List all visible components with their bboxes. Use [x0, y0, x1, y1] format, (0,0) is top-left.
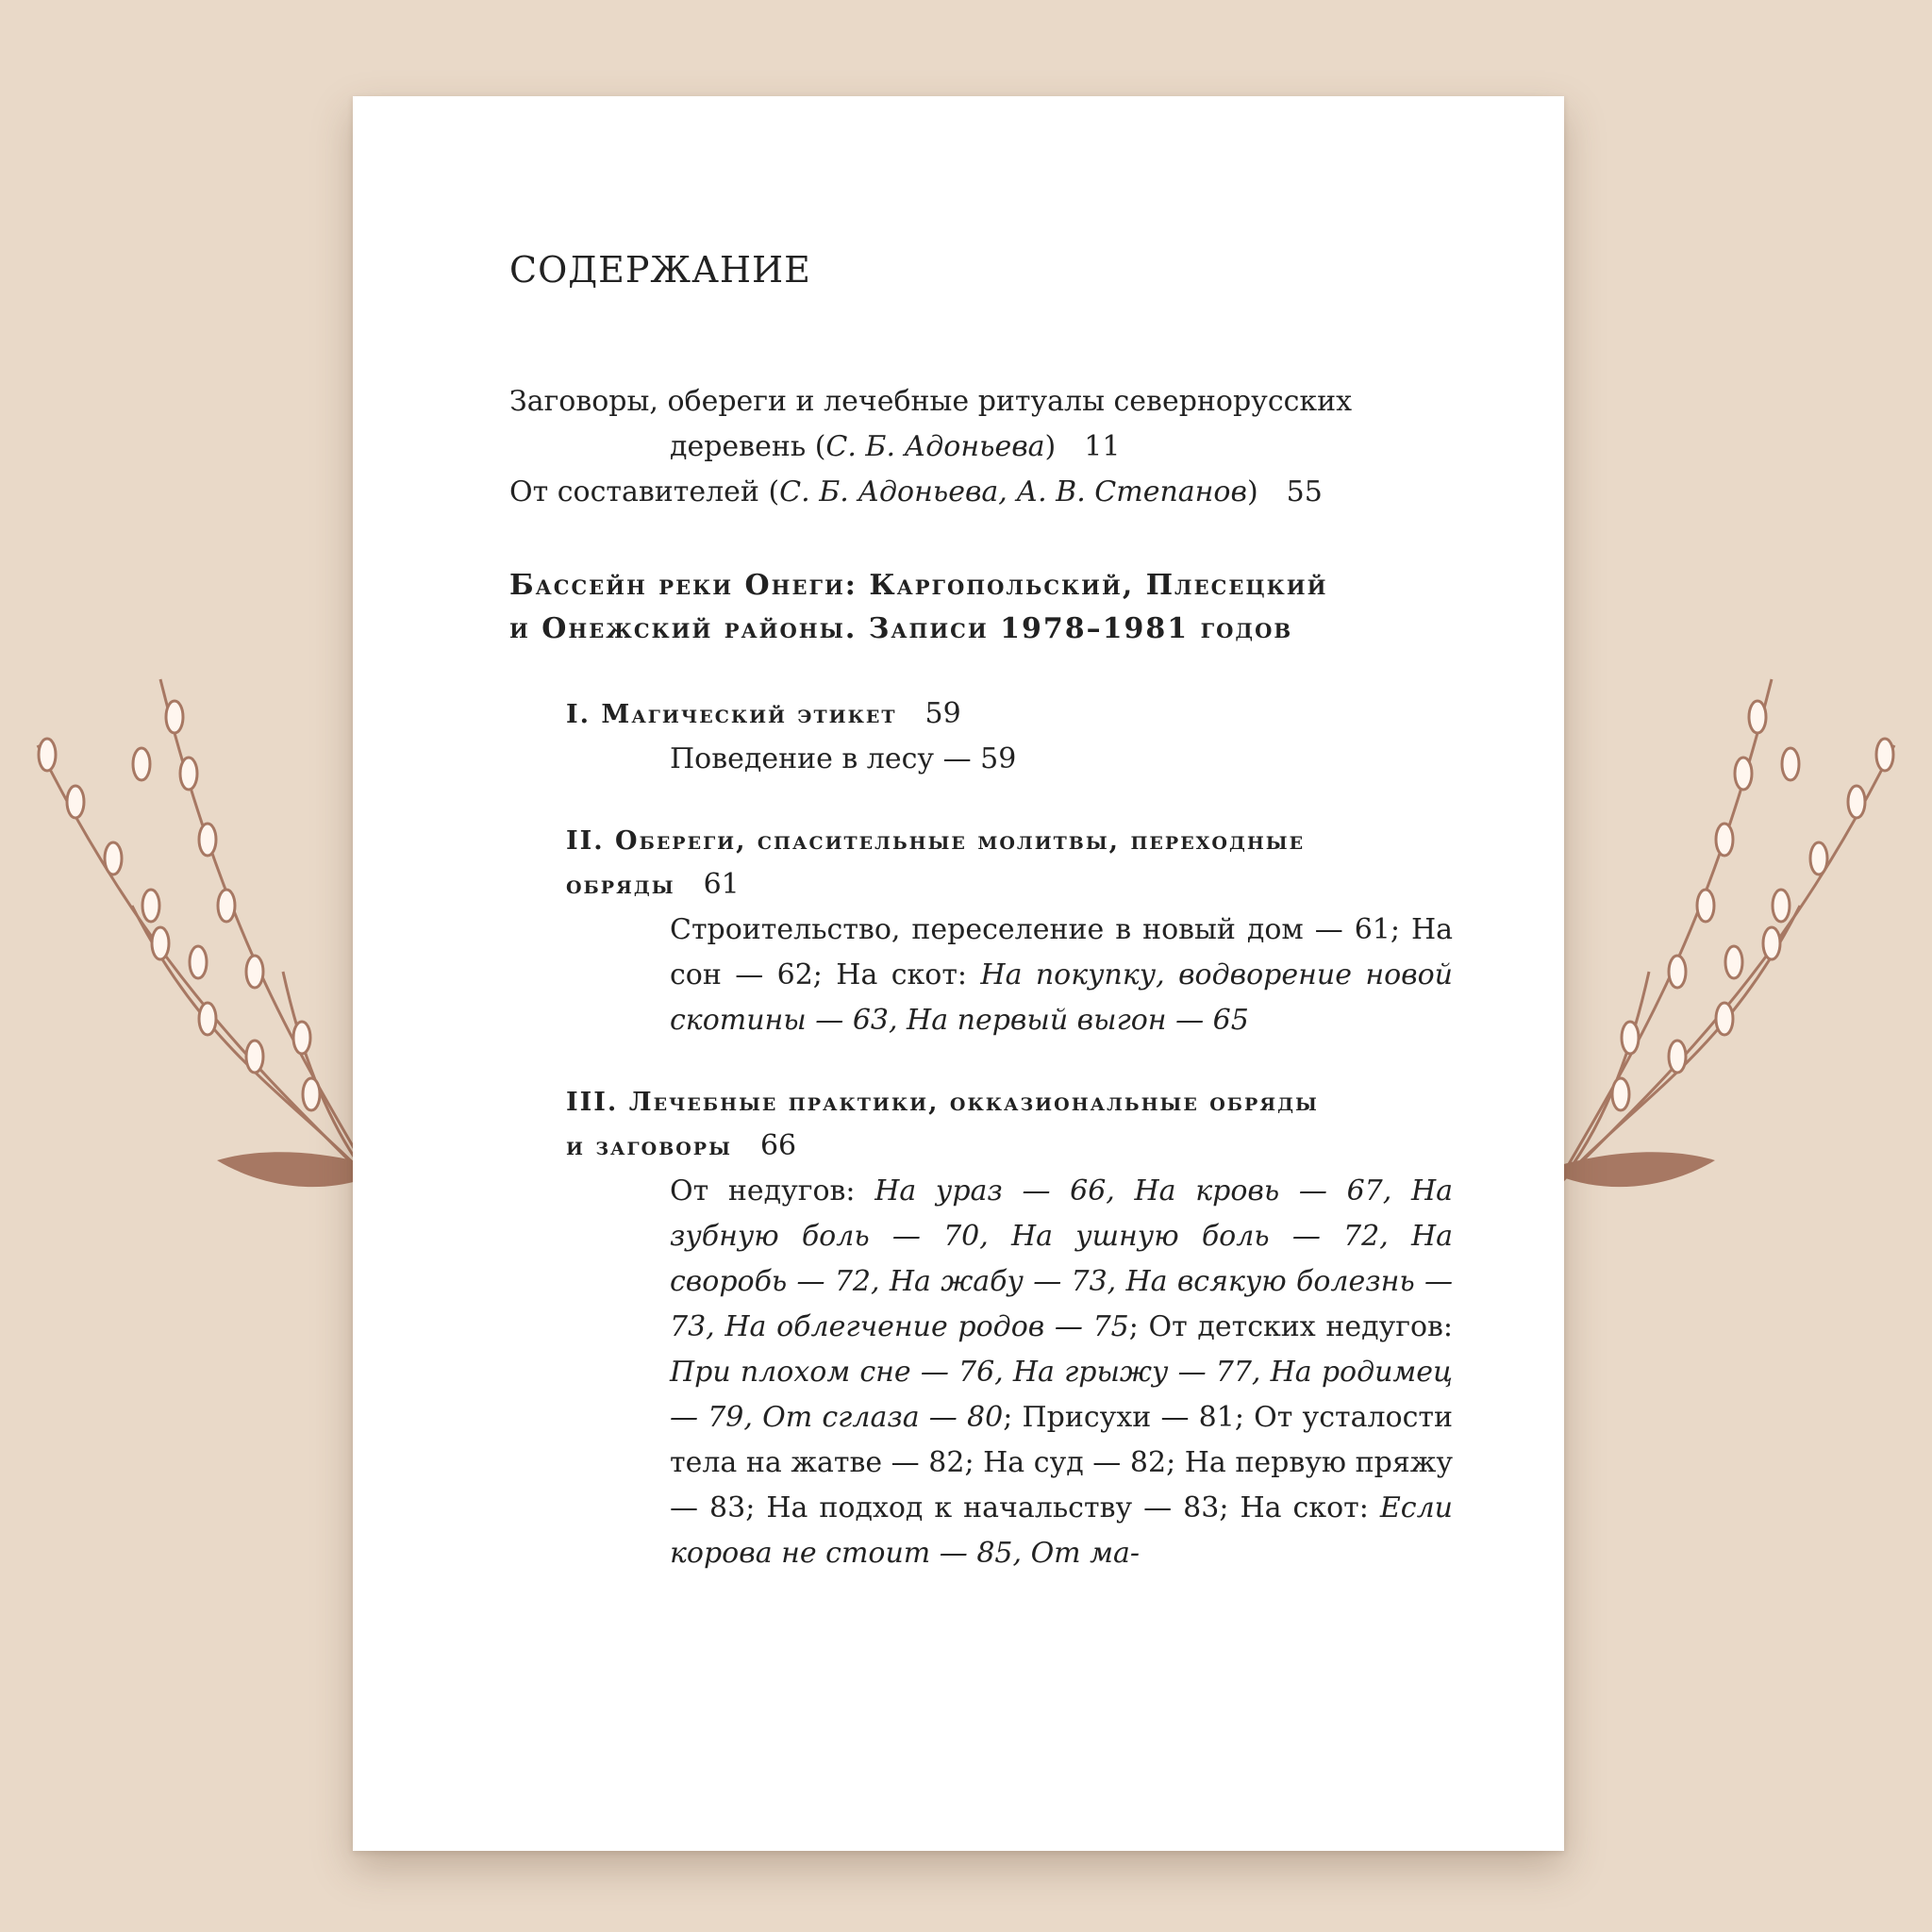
- compilers-authors: С. Б. Адоньева, А. В. Степанов: [779, 475, 1247, 508]
- chapter-entries: Строительство, переселение в новый дом — 61; На сон — 62; На скот: На покупку, водворение новой скотины — 63, На первый выгон — 65: [670, 913, 1453, 1037]
- chapter-heading: I. Магический этикет 59: [566, 697, 961, 730]
- page-title: СОДЕРЖАНИЕ: [509, 249, 811, 291]
- chapter-page-number: 61: [703, 868, 740, 901]
- chapter-1: [566, 692, 1453, 782]
- willow-branch-left-icon: [19, 660, 396, 1245]
- chapter-entries: Поведение в лесу — 59: [670, 742, 1017, 775]
- chapter-3: [566, 1081, 1453, 1576]
- chapter-heading: II. Обереги, спасительные молитвы, переходные обряды 61: [566, 826, 1306, 901]
- willow-branch-right-icon: [1536, 660, 1913, 1245]
- compilers-page-number: 55: [1286, 475, 1323, 508]
- chapter-page-number: 66: [759, 1129, 797, 1162]
- chapter-2: [566, 820, 1453, 1043]
- intro-page-number: 11: [1084, 430, 1121, 463]
- chapter-page-number: 59: [924, 697, 961, 730]
- compilers-entry: От составителей (С. Б. Адоньева, А. В. Степанов) 55: [509, 475, 1323, 508]
- intro-entries: [509, 379, 1453, 515]
- table-of-contents: [509, 247, 1453, 1614]
- intro-line-1: Заговоры, обереги и лечебные ритуалы севернорусских: [509, 385, 1353, 418]
- chapter-heading: III. Лечебные практики, окказиональные обряды и заговоры 66: [566, 1088, 1319, 1162]
- book-page: [353, 96, 1564, 1851]
- chapter-entries: От недугов: На ураз — 66, На кровь — 67, На зубную боль — 70, На ушную боль — 72, На своробь — 72, На жабу — 73, На всякую болезнь — 73, На облегчение родов — 75; От детских недугов: При плохом сне — 76, На грыжу — 77, На родимец — 79, От сглаза — 80; Присухи — 81; От усталости тела на жатве — 82; На суд — 82; На первую пряжу — 83; На подход к начальству — 83; На скот: Если корова не стоит — 85, От ма-: [670, 1174, 1454, 1570]
- intro-line-2: деревень (С. Б. Адоньева) 11: [670, 430, 1121, 463]
- section-heading: Бассейн реки Онеги: Каргопольский, Плесецкий и Онежский районы. Записи 1978–1981 годов: [509, 569, 1328, 645]
- intro-author: С. Б. Адоньева: [825, 430, 1045, 463]
